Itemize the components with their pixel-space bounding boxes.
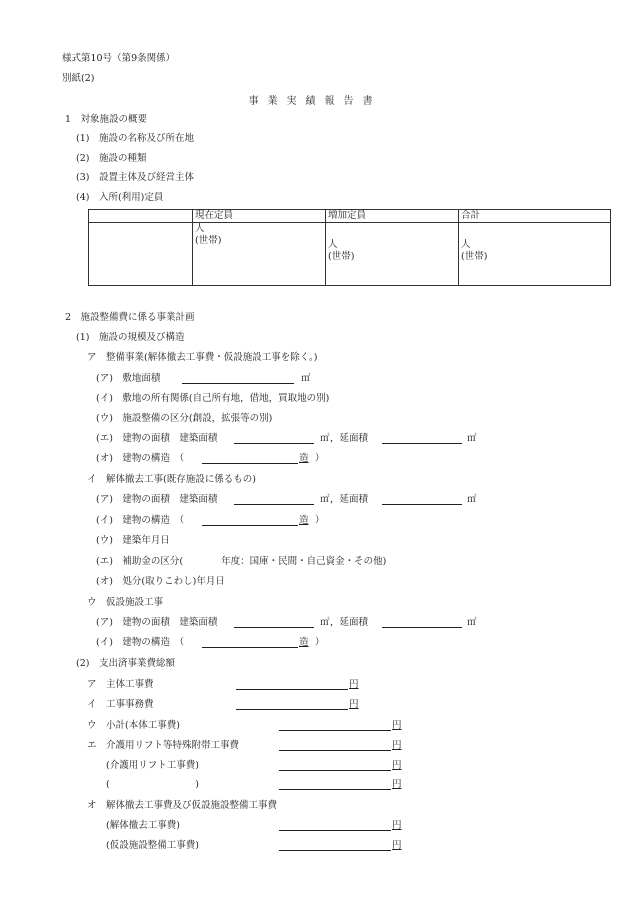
site-area-label: (ア) 敷地面積 — [96, 373, 161, 384]
unit-person: 人 — [328, 239, 338, 250]
structure-input[interactable] — [202, 453, 298, 464]
blank-item-input[interactable] — [279, 779, 391, 790]
item-facility-name: (1) 施設の名称及び所在地 — [76, 133, 194, 144]
total-floor-label: ，延面積 — [330, 494, 369, 505]
building-area-input[interactable] — [234, 433, 314, 444]
header-current: 現在定員 — [193, 210, 326, 223]
subtotal-input[interactable] — [279, 720, 391, 731]
yen-unit: 円 — [349, 699, 359, 710]
blank-item-label[interactable]: ( ) — [106, 779, 199, 790]
disposal-date: (オ) 処分(取りこわし)年月日 — [96, 576, 225, 587]
section-2-heading: 2 施設整備費に係る事業計画 — [65, 312, 195, 323]
capacity-table — [88, 209, 611, 286]
special-lift-input[interactable] — [279, 740, 391, 751]
sqm-unit: ㎡ — [467, 433, 477, 444]
demolition-cost-input[interactable] — [279, 820, 391, 831]
sqm-unit: ㎡ — [467, 494, 477, 505]
building-area-label: (ア) 建物の面積 建築面積 — [96, 494, 218, 505]
zou-label: 造 — [299, 637, 309, 648]
total-floor-label: ，延面積 — [330, 617, 369, 628]
yen-unit: 円 — [392, 720, 402, 731]
table-cell[interactable] — [89, 223, 193, 286]
lift-work-input[interactable] — [279, 760, 391, 771]
temporary-facility-heading: ウ 仮設施設工事 — [87, 597, 164, 608]
total-floor-input[interactable] — [382, 494, 462, 505]
yen-unit: 円 — [392, 779, 402, 790]
build-date: (ウ) 建築年月日 — [96, 535, 170, 546]
structure-input[interactable] — [202, 515, 298, 526]
unit-person: 人 — [461, 239, 471, 250]
total-expense-heading: (2) 支出済事業費総額 — [76, 658, 175, 669]
site-ownership: (イ) 敷地の所有関係(自己所有地，借地，買取地の別) — [96, 393, 330, 404]
yen-unit: 円 — [392, 760, 402, 771]
zou-label: 造 — [299, 453, 309, 464]
zou-label: 造 — [299, 515, 309, 526]
section-1-heading: 1 対象施設の概要 — [65, 114, 148, 125]
main-construction-input[interactable] — [236, 679, 348, 690]
main-construction-label: ア 主体工事費 — [87, 679, 154, 690]
building-structure-label: (オ) 建物の構造 （ — [96, 453, 185, 464]
total-floor-input[interactable] — [382, 433, 462, 444]
item-operator: (3) 設置主体及び経営主体 — [76, 172, 194, 183]
sqm-unit: ㎡ — [320, 494, 330, 505]
demolition-temp-heading: オ 解体撤去工事費及び仮設施設整備工事費 — [87, 800, 278, 811]
header-total: 合計 — [459, 210, 611, 223]
close-paren: ） — [315, 637, 325, 648]
close-paren: ） — [315, 453, 325, 464]
unit-household: (世帯) — [328, 251, 355, 262]
subsidy-category: (エ) 補助金の区分( 年度：国庫・民間・自己資金・その他) — [96, 556, 387, 567]
yen-unit: 円 — [392, 840, 402, 851]
building-area-label: (エ) 建物の面積 建築面積 — [96, 433, 218, 444]
header-increase: 増加定員 — [326, 210, 459, 223]
structure-input[interactable] — [202, 637, 298, 648]
form-number: 様式第10号（第9条関係） — [62, 53, 176, 64]
temp-facility-cost-label: (仮設施設整備工事費) — [106, 840, 199, 851]
facility-category: (ウ) 施設整備の区分(創設，拡張等の別) — [96, 413, 273, 424]
unit-person: 人 — [195, 223, 205, 234]
sqm-unit: ㎡ — [301, 373, 311, 384]
sqm-unit: ㎡ — [320, 617, 330, 628]
subtotal-label: ウ 小計(本体工事費) — [87, 720, 180, 731]
cell-current[interactable] — [193, 223, 326, 286]
cell-increase[interactable] — [326, 223, 459, 286]
unit-household: (世帯) — [195, 235, 222, 246]
item-capacity: (4) 入所(利用)定員 — [76, 192, 164, 203]
sqm-unit: ㎡ — [467, 617, 477, 628]
maintenance-project-heading: ア 整備事業(解体撤去工事費・仮設施設工事を除く。) — [87, 352, 318, 363]
total-floor-label: ，延面積 — [330, 433, 369, 444]
demolition-cost-label: (解体撤去工事費) — [106, 820, 180, 831]
sqm-unit: ㎡ — [320, 433, 330, 444]
office-expense-label: イ 工事事務費 — [87, 699, 154, 710]
special-lift-label: エ 介護用リフト等特殊附帯工事費 — [87, 740, 240, 751]
close-paren: ） — [315, 515, 325, 526]
temp-facility-cost-input[interactable] — [279, 840, 391, 851]
unit-household: (世帯) — [461, 251, 488, 262]
attachment-label: 別紙(2) — [62, 73, 95, 84]
yen-unit: 円 — [392, 740, 402, 751]
table-cell — [89, 210, 193, 223]
building-area-input[interactable] — [234, 494, 314, 505]
item-facility-type: (2) 施設の種類 — [76, 153, 147, 164]
office-expense-input[interactable] — [236, 699, 348, 710]
scale-structure: (1) 施設の規模及び構造 — [76, 332, 185, 343]
building-structure-label: (イ) 建物の構造 （ — [96, 637, 185, 648]
building-structure-label: (イ) 建物の構造 （ — [96, 515, 185, 526]
lift-work-label: (介護用リフト工事費) — [106, 760, 199, 771]
cell-total[interactable] — [459, 223, 611, 286]
yen-unit: 円 — [349, 679, 359, 690]
document-title: 事業実績報告書 — [248, 96, 382, 107]
building-area-label: (ア) 建物の面積 建築面積 — [96, 617, 218, 628]
building-area-input[interactable] — [234, 617, 314, 628]
demolition-heading: イ 解体撤去工事(既存施設に係るもの) — [87, 474, 256, 485]
yen-unit: 円 — [392, 820, 402, 831]
total-floor-input[interactable] — [382, 617, 462, 628]
site-area-input[interactable] — [182, 373, 294, 384]
